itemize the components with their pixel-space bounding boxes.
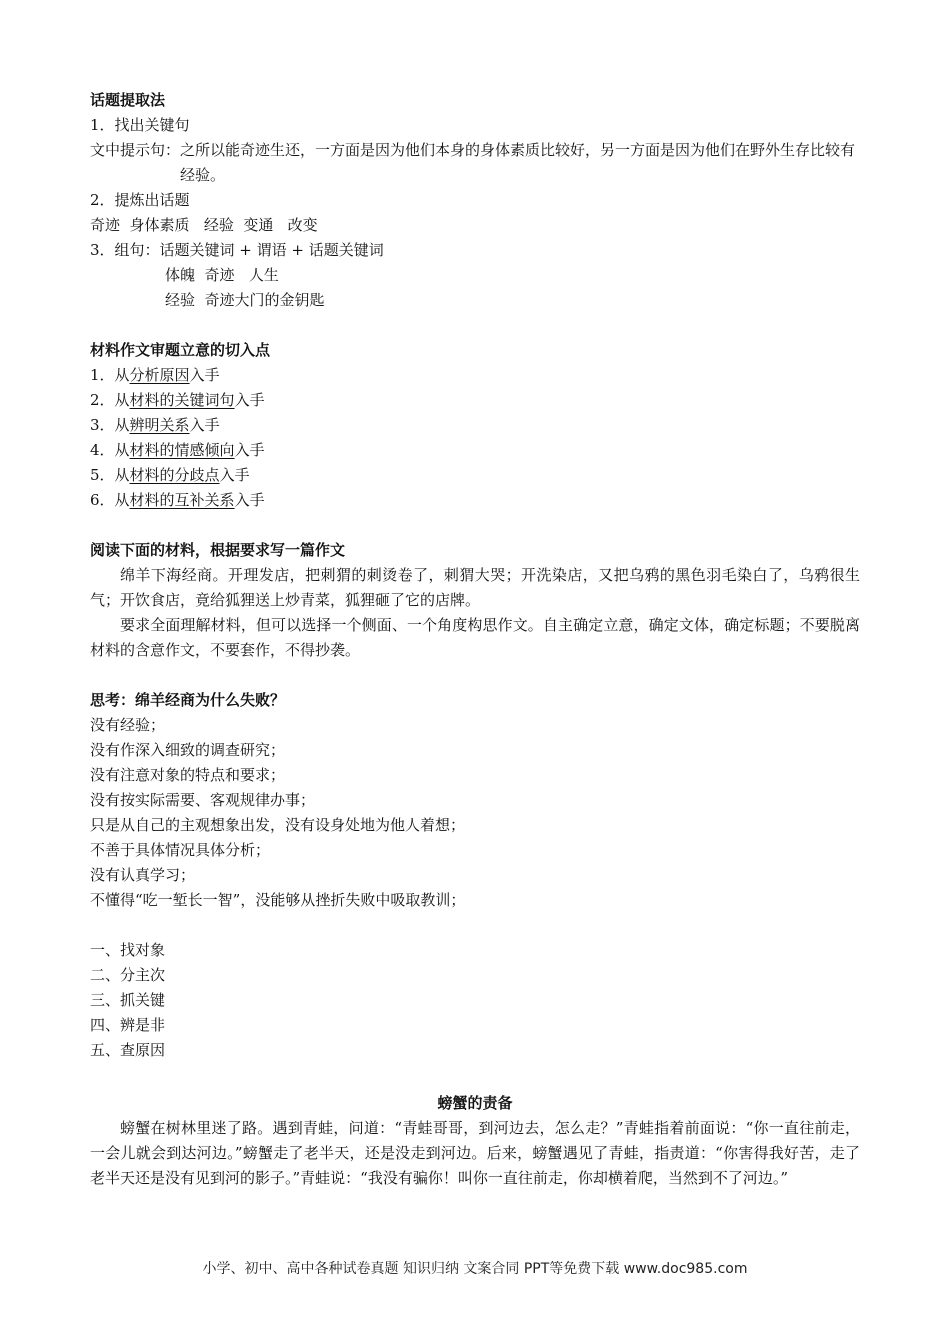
section-title-writing-task: 阅读下面的材料，根据要求写一篇作文	[90, 541, 346, 559]
method-step: 四、辨是非	[90, 1016, 166, 1034]
hint-label: 文中提示句：	[90, 141, 181, 159]
entry-point-item	[90, 388, 860, 413]
method-step: 五、查原因	[90, 1041, 166, 1059]
story-paragraph: 螃蟹在树林里迷了路。遇到青蛙，问道：“青蛙哥哥，到河边去，怎么走？”青蛙指着前面说：“你一直往前走，一会儿就会到达河边。”螃蟹走了老半天，还是没走到河边。后来，螃蟹遇见了青蛙，指责道：“你害得我好苦，走了老半天还是没有见到河的影子。”青蛙说：“我没有骗你！叫你一直往前走，你却横着爬，当然到不了河边。”	[90, 1119, 860, 1187]
reason-line: 不善于具体情况具体分析；	[90, 841, 271, 859]
item-prefix: 3．从	[90, 416, 130, 434]
spacer	[90, 513, 860, 538]
spacer	[90, 663, 860, 688]
requirement-paragraph: 要求全面理解材料，但可以选择一个侧面、一个角度构思作文。自主确定立意，确定文体，确定标题；不要脱离材料的含意作文，不要套作，不得抄袭。	[90, 616, 860, 659]
method-step: 二、分主次	[90, 966, 166, 984]
hint-text: 之所以能奇迹生还，一方面是因为他们本身的身体素质比较好，另一方面是因为他们在野外生存比较有经验。	[180, 141, 856, 184]
entry-point-item	[90, 413, 860, 438]
reason-line: 不懂得“吃一堑长一智”，没能够从挫折失败中吸取教训；	[90, 891, 466, 909]
item-keyword: 材料的关键词句	[129, 391, 235, 409]
section-title-topic-extraction: 话题提取法	[90, 91, 166, 109]
reason-line: 没有注意对象的特点和要求；	[90, 766, 286, 784]
step-find-key-sentence: 1．找出关键句	[90, 116, 190, 134]
item-suffix: 入手	[189, 416, 220, 434]
step-extract-topic: 2．提炼出话题	[90, 191, 190, 209]
spacer	[90, 313, 860, 338]
item-keyword: 材料的情感倾向	[129, 441, 235, 459]
item-prefix: 1．从	[90, 366, 130, 384]
document-body	[90, 88, 860, 1191]
reason-line: 只是从自己的主观想象出发，没有设身处地为他人着想；	[90, 816, 466, 834]
reason-line: 没有认真学习；	[90, 866, 196, 884]
item-suffix: 入手	[219, 466, 250, 484]
section-title-entry-points: 材料作文审题立意的切入点	[90, 341, 271, 359]
step-compose-sentence: 3．组句：话题关键词 + 谓语 + 话题关键词	[90, 241, 384, 259]
method-step: 三、抓关键	[90, 991, 166, 1009]
reason-line: 没有经验；	[90, 716, 166, 734]
item-keyword: 分析原因	[129, 366, 190, 384]
item-keyword: 材料的互补关系	[129, 491, 235, 509]
entry-point-item	[90, 463, 860, 488]
entry-point-item	[90, 438, 860, 463]
spacer	[90, 913, 860, 938]
story-title: 螃蟹的责备	[437, 1094, 513, 1112]
entry-point-item	[90, 363, 860, 388]
reason-line: 没有按实际需要、客观规律办事；	[90, 791, 316, 809]
section-title-reflection: 思考：绵羊经商为什么失败？	[90, 691, 286, 709]
item-prefix: 5．从	[90, 466, 130, 484]
example-line-1: 体魄 奇迹 人生	[165, 266, 279, 284]
reason-line: 没有作深入细致的调查研究；	[90, 741, 286, 759]
page-footer: 小学、初中、高中各种试卷真题 知识归纳 文案合同 PPT等免费下载 www.doc985.com	[202, 1261, 748, 1277]
item-keyword: 辨明关系	[129, 416, 190, 434]
item-suffix: 入手	[234, 491, 265, 509]
method-step: 一、找对象	[90, 941, 166, 959]
item-suffix: 入手	[189, 366, 220, 384]
item-prefix: 2．从	[90, 391, 130, 409]
example-line-2: 经验 奇迹大门的金钥匙	[165, 291, 325, 309]
entry-point-item	[90, 488, 860, 513]
material-paragraph: 绵羊下海经商。开理发店，把刺猬的刺烫卷了，刺猬大哭；开洗染店，又把乌鸦的黑色羽毛染白了，乌鸦很生气；开饮食店，竟给狐狸送上炒青菜，狐狸砸了它的店牌。	[90, 566, 860, 609]
item-prefix: 6．从	[90, 491, 130, 509]
item-prefix: 4．从	[90, 441, 130, 459]
item-keyword: 材料的分歧点	[129, 466, 220, 484]
item-suffix: 入手	[234, 391, 265, 409]
item-suffix: 入手	[234, 441, 265, 459]
hint-sentence	[90, 138, 860, 188]
topic-keywords: 奇迹 身体素质 经验 变通 改变	[90, 216, 318, 234]
